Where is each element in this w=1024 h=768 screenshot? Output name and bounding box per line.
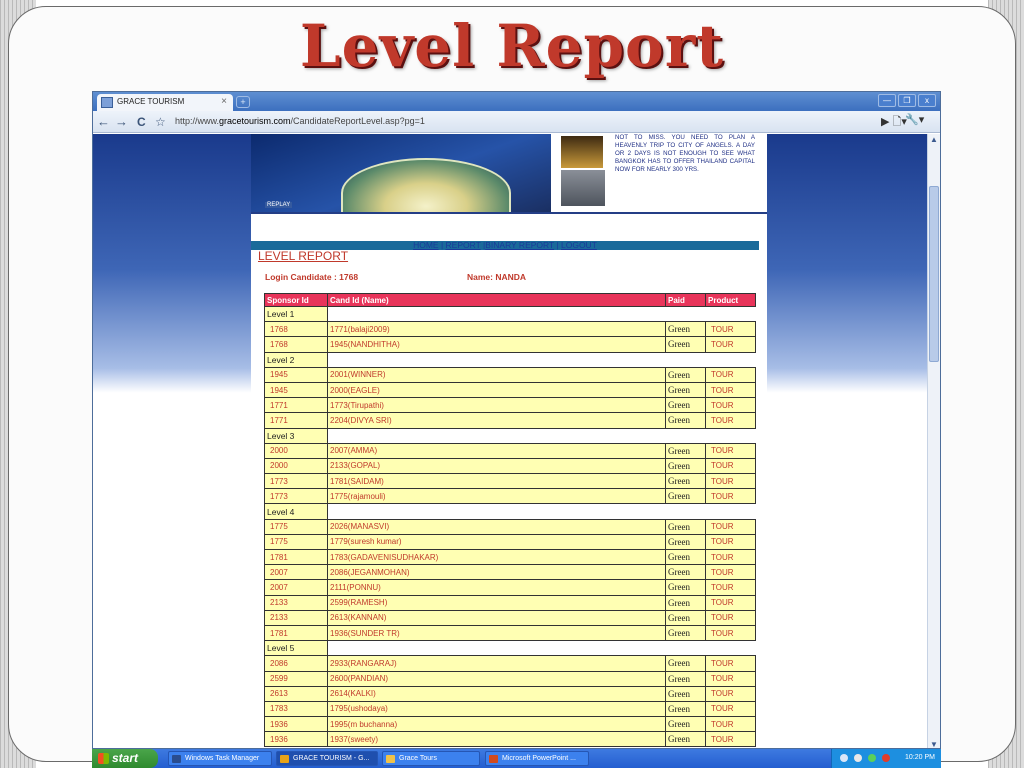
product-cell: TOUR xyxy=(706,550,756,565)
table-row xyxy=(265,443,756,458)
network-icon[interactable] xyxy=(854,754,862,762)
sponsor-id-cell: 1781 xyxy=(265,550,328,565)
url-host: gracetourism.com xyxy=(219,116,291,126)
sponsor-id-cell: 1771 xyxy=(265,413,328,428)
level-row-blank xyxy=(328,352,756,367)
sponsor-id-cell: 1936 xyxy=(265,732,328,747)
table-row xyxy=(265,337,756,352)
product-cell: TOUR xyxy=(706,337,756,352)
page-menu-button[interactable]: ▶ 🗋▾ xyxy=(881,116,907,128)
table-row xyxy=(265,701,756,716)
nav-binary-report-link[interactable]: BINARY REPORT xyxy=(485,240,555,250)
name-label: Name: xyxy=(467,272,496,282)
clock: 10:20 PM xyxy=(905,754,935,761)
table-row xyxy=(265,413,756,428)
replay-button[interactable]: REPLAY xyxy=(267,202,291,208)
product-cell: TOUR xyxy=(706,580,756,595)
app-icon xyxy=(386,755,395,763)
table-row xyxy=(265,382,756,397)
taskbar-item[interactable] xyxy=(168,751,272,766)
cand-id-cell: 2133(GOPAL) xyxy=(328,458,666,473)
cand-id-cell: 1783(GADAVENISUDHAKAR) xyxy=(328,550,666,565)
sponsor-id-cell: 1936 xyxy=(265,717,328,732)
banner-photo xyxy=(251,134,551,212)
table-header-row xyxy=(265,294,756,307)
sponsor-id-cell: 1783 xyxy=(265,701,328,716)
table-row xyxy=(265,534,756,549)
paid-cell: Green xyxy=(666,671,706,686)
cand-id-cell: 2111(PONNU) xyxy=(328,580,666,595)
app-icon xyxy=(489,755,498,763)
product-cell: TOUR xyxy=(706,458,756,473)
cand-id-cell: 1945(NANDHITHA) xyxy=(328,337,666,352)
browser-toolbar xyxy=(93,111,940,133)
level-row-blank xyxy=(328,504,756,519)
tab-title: GRACE TOURISM xyxy=(117,97,185,106)
table-row xyxy=(265,398,756,413)
sponsor-id-cell: 1768 xyxy=(265,337,328,352)
paid-cell: Green xyxy=(666,717,706,732)
browser-window xyxy=(92,91,941,749)
paid-cell: Green xyxy=(666,382,706,397)
paid-cell: Green xyxy=(666,398,706,413)
table-row xyxy=(265,656,756,671)
level-row-blank xyxy=(328,428,756,443)
product-cell: TOUR xyxy=(706,701,756,716)
paid-cell: Green xyxy=(666,656,706,671)
scroll-up-icon[interactable]: ▲ xyxy=(930,135,938,144)
bookmark-star-icon[interactable]: ☆ xyxy=(155,115,166,129)
login-label: Login Candidate : xyxy=(265,272,340,282)
login-value: 1768 xyxy=(339,272,359,282)
level-row xyxy=(265,641,756,656)
sponsor-id-cell: 2599 xyxy=(265,671,328,686)
sponsor-id-cell: 1781 xyxy=(265,625,328,640)
product-cell: TOUR xyxy=(706,382,756,397)
close-window-button[interactable]: x xyxy=(918,94,936,107)
paid-cell: Green xyxy=(666,367,706,382)
paid-cell: Green xyxy=(666,580,706,595)
column-header: Sponsor Id xyxy=(265,294,328,307)
paid-cell: Green xyxy=(666,595,706,610)
cand-id-cell: 2001(WINNER) xyxy=(328,367,666,382)
cand-id-cell: 2614(KALKI) xyxy=(328,686,666,701)
browser-tab[interactable] xyxy=(97,94,233,111)
product-cell: TOUR xyxy=(706,610,756,625)
nav-report-link[interactable]: REPORT xyxy=(445,240,481,250)
product-cell: TOUR xyxy=(706,322,756,337)
table-row xyxy=(265,367,756,382)
windows-logo-icon xyxy=(98,753,109,764)
sponsor-id-cell: 2613 xyxy=(265,686,328,701)
paid-cell: Green xyxy=(666,732,706,747)
reload-button[interactable]: C xyxy=(137,115,146,129)
nav-separator: | xyxy=(554,240,561,250)
scrollbar[interactable] xyxy=(927,134,940,749)
level-label: Level 1 xyxy=(265,307,328,322)
product-cell: TOUR xyxy=(706,565,756,580)
table-row xyxy=(265,550,756,565)
table-row xyxy=(265,519,756,534)
product-cell: TOUR xyxy=(706,367,756,382)
candidate-name xyxy=(467,272,526,282)
tab-bar xyxy=(93,92,940,111)
cand-id-cell: 1936(SUNDER TR) xyxy=(328,625,666,640)
taskbar-item[interactable] xyxy=(382,751,480,766)
cand-id-cell: 1995(m buchanna) xyxy=(328,717,666,732)
start-label: start xyxy=(112,751,139,765)
cand-id-cell: 1795(ushodaya) xyxy=(328,701,666,716)
table-row xyxy=(265,474,756,489)
cand-id-cell: 1781(SAIDAM) xyxy=(328,474,666,489)
table-row xyxy=(265,671,756,686)
level-label: Level 5 xyxy=(265,641,328,656)
forward-button[interactable]: → xyxy=(115,114,128,129)
sponsor-id-cell: 2000 xyxy=(265,458,328,473)
paid-cell: Green xyxy=(666,337,706,352)
product-cell: TOUR xyxy=(706,717,756,732)
address-bar[interactable] xyxy=(171,114,861,130)
paid-cell: Green xyxy=(666,686,706,701)
paid-cell: Green xyxy=(666,413,706,428)
product-cell: TOUR xyxy=(706,671,756,686)
cand-id-cell: 1773(Tirupathi) xyxy=(328,398,666,413)
new-tab-button[interactable]: + xyxy=(236,96,250,108)
cand-id-cell: 1937(sweety) xyxy=(328,732,666,747)
table-row xyxy=(265,625,756,640)
nav-home-link[interactable]: HOME xyxy=(413,240,439,250)
product-cell: TOUR xyxy=(706,474,756,489)
table-row xyxy=(265,565,756,580)
cand-id-cell: 2613(KANNAN) xyxy=(328,610,666,625)
product-cell: TOUR xyxy=(706,732,756,747)
maximize-button[interactable]: ❐ xyxy=(898,94,916,107)
taskbar-item-label: GRACE TOURISM - G... xyxy=(293,755,370,762)
level-label: Level 4 xyxy=(265,504,328,519)
sponsor-id-cell: 2007 xyxy=(265,565,328,580)
level-label: Level 2 xyxy=(265,352,328,367)
table-row xyxy=(265,686,756,701)
app-icon xyxy=(172,755,181,763)
page-content xyxy=(251,134,767,749)
table-row xyxy=(265,732,756,747)
start-button[interactable] xyxy=(92,749,158,768)
cand-id-cell: 2600(PANDIAN) xyxy=(328,671,666,686)
sponsor-id-cell: 2133 xyxy=(265,595,328,610)
column-header: Product xyxy=(706,294,756,307)
taskbar-item-label: Windows Task Manager xyxy=(185,755,260,762)
nav-separator: | xyxy=(480,240,486,250)
cand-id-cell: 2599(RAMESH) xyxy=(328,595,666,610)
cand-id-cell: 2086(JEGANMOHAN) xyxy=(328,565,666,580)
security-icon[interactable] xyxy=(868,754,876,762)
table-row xyxy=(265,580,756,595)
paid-cell: Green xyxy=(666,489,706,504)
paid-cell: Green xyxy=(666,474,706,489)
cand-id-cell: 2933(RANGARAJ) xyxy=(328,656,666,671)
level-row-blank xyxy=(328,641,756,656)
tools-menu-button[interactable]: 🔧▾ xyxy=(905,114,925,126)
cand-id-cell: 2204(DIVYA SRI) xyxy=(328,413,666,428)
paid-cell: Green xyxy=(666,610,706,625)
paid-cell: Green xyxy=(666,534,706,549)
page-icon xyxy=(101,97,113,108)
product-cell: TOUR xyxy=(706,398,756,413)
paid-cell: Green xyxy=(666,550,706,565)
table-row xyxy=(265,595,756,610)
sponsor-id-cell: 1775 xyxy=(265,534,328,549)
back-button[interactable]: ← xyxy=(97,114,110,129)
sponsor-id-cell: 1945 xyxy=(265,382,328,397)
sponsor-id-cell: 2000 xyxy=(265,443,328,458)
taskbar-item[interactable] xyxy=(485,751,589,766)
page-viewport xyxy=(93,134,928,749)
stadium-image xyxy=(341,158,511,212)
sponsor-id-cell: 1773 xyxy=(265,489,328,504)
taskbar-item[interactable] xyxy=(276,751,378,766)
paid-cell: Green xyxy=(666,458,706,473)
banner-thumbnail-night xyxy=(561,136,603,168)
table-body xyxy=(265,307,756,747)
product-cell: TOUR xyxy=(706,656,756,671)
product-cell: TOUR xyxy=(706,519,756,534)
help-icon[interactable] xyxy=(840,754,848,762)
sponsor-id-cell: 1771 xyxy=(265,398,328,413)
level-row xyxy=(265,428,756,443)
level-label: Level 3 xyxy=(265,428,328,443)
cand-id-cell: 1779(suresh kumar) xyxy=(328,534,666,549)
minimize-button[interactable]: — xyxy=(878,94,896,107)
report-heading: LEVEL REPORT xyxy=(258,249,349,263)
antivirus-icon[interactable] xyxy=(882,754,890,762)
sponsor-id-cell: 1775 xyxy=(265,519,328,534)
cand-id-cell: 1771(balaji2009) xyxy=(328,322,666,337)
paid-cell: Green xyxy=(666,565,706,580)
product-cell: TOUR xyxy=(706,625,756,640)
table-row xyxy=(265,322,756,337)
product-cell: TOUR xyxy=(706,489,756,504)
paid-cell: Green xyxy=(666,701,706,716)
cand-id-cell: 2007(AMMA) xyxy=(328,443,666,458)
sponsor-id-cell: 2086 xyxy=(265,656,328,671)
name-value: NANDA xyxy=(495,272,527,282)
close-tab-icon[interactable]: × xyxy=(221,96,227,107)
paid-cell: Green xyxy=(666,519,706,534)
window-controls xyxy=(878,94,936,107)
paid-cell: Green xyxy=(666,625,706,640)
taskbar-item-label: Microsoft PowerPoint ... xyxy=(502,755,576,762)
banner-text: NOT TO MISS. YOU NEED TO PLAN A HEAVENLY TRIP TO CITY OF ANGELS. A DAY OR 2 DAYS IS NOT ENOUGH TO SEE WHAT BANGKOK HAS TO OFFER THAILAND CAPITAL NOW FOR NEARLY 300 YRS. xyxy=(615,134,755,173)
banner-thumbnail-city xyxy=(561,170,605,206)
product-cell: TOUR xyxy=(706,413,756,428)
url-path: /CandidateReportLevel.asp?pg=1 xyxy=(290,116,425,126)
sponsor-id-cell: 2007 xyxy=(265,580,328,595)
url-prefix: http://www. xyxy=(175,116,220,126)
table-row xyxy=(265,489,756,504)
level-row-blank xyxy=(328,307,756,322)
table-row xyxy=(265,717,756,732)
scroll-thumb[interactable] xyxy=(929,186,939,362)
paid-cell: Green xyxy=(666,322,706,337)
product-cell: TOUR xyxy=(706,595,756,610)
product-cell: TOUR xyxy=(706,686,756,701)
level-row xyxy=(265,504,756,519)
table-row xyxy=(265,458,756,473)
level-report-table xyxy=(264,293,756,747)
nav-logout-link[interactable]: LOGOUT xyxy=(561,240,597,250)
app-icon xyxy=(280,755,289,763)
sponsor-id-cell: 1945 xyxy=(265,367,328,382)
level-row xyxy=(265,352,756,367)
taskbar-item-label: Grace Tours xyxy=(399,755,437,762)
cand-id-cell: 2000(EAGLE) xyxy=(328,382,666,397)
system-tray xyxy=(831,749,941,768)
table-row xyxy=(265,610,756,625)
banner xyxy=(251,134,767,214)
column-header: Paid xyxy=(666,294,706,307)
level-row xyxy=(265,307,756,322)
product-cell: TOUR xyxy=(706,534,756,549)
paid-cell: Green xyxy=(666,443,706,458)
sponsor-id-cell: 1768 xyxy=(265,322,328,337)
nav-separator: | xyxy=(438,240,446,250)
sponsor-id-cell: 1773 xyxy=(265,474,328,489)
slide-title: Level Report xyxy=(299,12,725,80)
cand-id-cell: 1775(rajamouli) xyxy=(328,489,666,504)
sponsor-id-cell: 2133 xyxy=(265,610,328,625)
column-header: Cand Id (Name) xyxy=(328,294,666,307)
cand-id-cell: 2026(MANASVI) xyxy=(328,519,666,534)
scroll-down-icon[interactable]: ▼ xyxy=(930,740,938,749)
login-candidate xyxy=(265,272,358,282)
taskbar xyxy=(92,749,941,768)
product-cell: TOUR xyxy=(706,443,756,458)
